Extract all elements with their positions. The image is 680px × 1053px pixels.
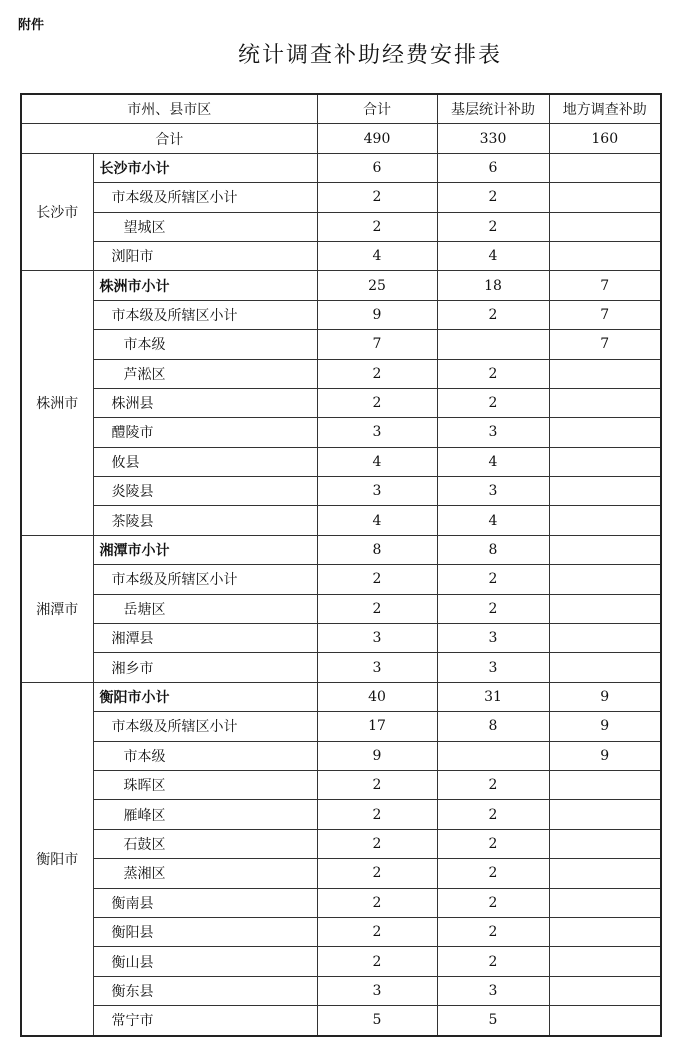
table-row <box>21 800 661 829</box>
region-name-cell: 长沙市小计 <box>93 153 317 182</box>
total-cell: 9 <box>317 741 437 770</box>
region-name-cell: 雁峰区 <box>93 800 317 829</box>
city-cell: 衡阳市 <box>21 682 93 1035</box>
base-cell: 4 <box>437 506 549 535</box>
table-row <box>21 829 661 858</box>
table-row <box>21 594 661 623</box>
local-cell <box>549 241 661 270</box>
total-cell: 4 <box>317 447 437 476</box>
city-cell: 长沙市 <box>21 153 93 271</box>
table-row <box>21 565 661 594</box>
base-cell: 2 <box>437 594 549 623</box>
base-cell: 3 <box>437 653 549 682</box>
grand-total-base: 330 <box>437 124 549 153</box>
region-name-cell: 石鼓区 <box>93 829 317 858</box>
region-name-cell: 湘乡市 <box>93 653 317 682</box>
base-cell: 2 <box>437 183 549 212</box>
table-row <box>21 183 661 212</box>
base-cell: 2 <box>437 565 549 594</box>
local-cell <box>549 447 661 476</box>
total-cell: 3 <box>317 653 437 682</box>
total-cell: 2 <box>317 947 437 976</box>
region-name-cell: 市本级 <box>93 330 317 359</box>
local-cell: 9 <box>549 712 661 741</box>
total-cell: 3 <box>317 976 437 1005</box>
header-local-subsidy: 地方调查补助 <box>549 94 661 124</box>
local-cell <box>549 800 661 829</box>
base-cell: 5 <box>437 1006 549 1036</box>
base-cell: 18 <box>437 271 549 300</box>
base-cell: 2 <box>437 800 549 829</box>
total-cell: 9 <box>317 300 437 329</box>
base-cell: 3 <box>437 624 549 653</box>
region-name-cell: 常宁市 <box>93 1006 317 1036</box>
base-cell: 8 <box>437 535 549 564</box>
local-cell <box>549 153 661 182</box>
region-name-cell: 衡山县 <box>93 947 317 976</box>
local-cell <box>549 947 661 976</box>
local-cell <box>549 183 661 212</box>
table-row <box>21 418 661 447</box>
total-cell: 2 <box>317 212 437 241</box>
table-row <box>21 770 661 799</box>
region-name-cell: 株洲市小计 <box>93 271 317 300</box>
region-name-cell: 芦淞区 <box>93 359 317 388</box>
table-row <box>21 712 661 741</box>
city-cell: 湘潭市 <box>21 535 93 682</box>
local-cell <box>549 859 661 888</box>
base-cell: 2 <box>437 300 549 329</box>
table-row <box>21 271 661 300</box>
total-cell: 2 <box>317 800 437 829</box>
grand-total-row <box>21 124 661 153</box>
base-cell: 3 <box>437 477 549 506</box>
header-total: 合计 <box>317 94 437 124</box>
total-cell: 2 <box>317 770 437 799</box>
region-name-cell: 株洲县 <box>93 388 317 417</box>
total-cell: 17 <box>317 712 437 741</box>
region-name-cell: 湘潭县 <box>93 624 317 653</box>
grand-total-value: 490 <box>317 124 437 153</box>
base-cell: 2 <box>437 859 549 888</box>
region-name-cell: 浏阳市 <box>93 241 317 270</box>
table-row <box>21 477 661 506</box>
total-cell: 8 <box>317 535 437 564</box>
base-cell: 4 <box>437 241 549 270</box>
local-cell <box>549 770 661 799</box>
local-cell <box>549 388 661 417</box>
table-row <box>21 300 661 329</box>
total-cell: 3 <box>317 624 437 653</box>
table-row <box>21 153 661 182</box>
table-row <box>21 1006 661 1036</box>
region-name-cell: 市本级 <box>93 741 317 770</box>
table-row <box>21 859 661 888</box>
local-cell <box>549 565 661 594</box>
region-name-cell: 市本级及所辖区小计 <box>93 183 317 212</box>
local-cell <box>549 594 661 623</box>
region-name-cell: 醴陵市 <box>93 418 317 447</box>
base-cell: 3 <box>437 418 549 447</box>
local-cell: 7 <box>549 330 661 359</box>
total-cell: 2 <box>317 359 437 388</box>
local-cell: 7 <box>549 271 661 300</box>
total-cell: 2 <box>317 917 437 946</box>
total-cell: 3 <box>317 477 437 506</box>
base-cell: 8 <box>437 712 549 741</box>
local-cell <box>549 829 661 858</box>
local-cell <box>549 477 661 506</box>
local-cell <box>549 624 661 653</box>
table-row <box>21 212 661 241</box>
total-cell: 6 <box>317 153 437 182</box>
base-cell: 6 <box>437 153 549 182</box>
region-name-cell: 衡阳市小计 <box>93 682 317 711</box>
local-cell <box>549 359 661 388</box>
page-title: 统计调查补助经费安排表 <box>237 43 502 68</box>
table-row <box>21 947 661 976</box>
region-name-cell: 市本级及所辖区小计 <box>93 300 317 329</box>
total-cell: 4 <box>317 506 437 535</box>
local-cell <box>549 535 661 564</box>
total-cell: 2 <box>317 594 437 623</box>
base-cell: 2 <box>437 388 549 417</box>
local-cell <box>549 212 661 241</box>
total-cell: 2 <box>317 859 437 888</box>
region-name-cell: 岳塘区 <box>93 594 317 623</box>
region-name-cell: 湘潭市小计 <box>93 535 317 564</box>
base-cell: 2 <box>437 829 549 858</box>
region-name-cell: 衡东县 <box>93 976 317 1005</box>
annex-label: 附件 <box>18 18 45 33</box>
base-cell: 2 <box>437 770 549 799</box>
table-row <box>21 388 661 417</box>
table-row <box>21 682 661 711</box>
region-name-cell: 蒸湘区 <box>93 859 317 888</box>
base-cell <box>437 741 549 770</box>
local-cell <box>549 1006 661 1036</box>
base-cell: 4 <box>437 447 549 476</box>
base-cell: 2 <box>437 359 549 388</box>
region-name-cell: 攸县 <box>93 447 317 476</box>
table-row <box>21 330 661 359</box>
region-name-cell: 衡南县 <box>93 888 317 917</box>
base-cell: 2 <box>437 917 549 946</box>
region-name-cell: 珠晖区 <box>93 770 317 799</box>
subsidy-table <box>20 93 662 1037</box>
base-cell: 2 <box>437 212 549 241</box>
local-cell <box>549 917 661 946</box>
region-name-cell: 望城区 <box>93 212 317 241</box>
local-cell <box>549 418 661 447</box>
table-row <box>21 447 661 476</box>
total-cell: 5 <box>317 1006 437 1036</box>
table-body <box>21 153 661 1035</box>
local-cell: 9 <box>549 682 661 711</box>
region-name-cell: 茶陵县 <box>93 506 317 535</box>
total-cell: 2 <box>317 888 437 917</box>
total-cell: 4 <box>317 241 437 270</box>
grand-total-label: 合计 <box>21 124 317 153</box>
base-cell: 2 <box>437 947 549 976</box>
region-name-cell: 衡阳县 <box>93 917 317 946</box>
total-cell: 7 <box>317 330 437 359</box>
table-row <box>21 506 661 535</box>
region-name-cell: 市本级及所辖区小计 <box>93 565 317 594</box>
table-row <box>21 888 661 917</box>
city-cell: 株洲市 <box>21 271 93 536</box>
total-cell: 25 <box>317 271 437 300</box>
local-cell: 7 <box>549 300 661 329</box>
base-cell <box>437 330 549 359</box>
total-cell: 3 <box>317 418 437 447</box>
base-cell: 2 <box>437 888 549 917</box>
local-cell <box>549 976 661 1005</box>
grand-total-local: 160 <box>549 124 661 153</box>
total-cell: 2 <box>317 565 437 594</box>
table-row <box>21 624 661 653</box>
header-row <box>21 94 661 124</box>
region-name-cell: 市本级及所辖区小计 <box>93 712 317 741</box>
table-row <box>21 917 661 946</box>
table-row <box>21 741 661 770</box>
header-region: 市州、县市区 <box>21 94 317 124</box>
table-row <box>21 241 661 270</box>
total-cell: 2 <box>317 388 437 417</box>
base-cell: 3 <box>437 976 549 1005</box>
table-row <box>21 653 661 682</box>
local-cell <box>549 888 661 917</box>
total-cell: 2 <box>317 183 437 212</box>
region-name-cell: 炎陵县 <box>93 477 317 506</box>
header-base-subsidy: 基层统计补助 <box>437 94 549 124</box>
total-cell: 2 <box>317 829 437 858</box>
table-row <box>21 976 661 1005</box>
table-row <box>21 535 661 564</box>
base-cell: 31 <box>437 682 549 711</box>
table-row <box>21 359 661 388</box>
local-cell <box>549 506 661 535</box>
local-cell <box>549 653 661 682</box>
local-cell: 9 <box>549 741 661 770</box>
total-cell: 40 <box>317 682 437 711</box>
